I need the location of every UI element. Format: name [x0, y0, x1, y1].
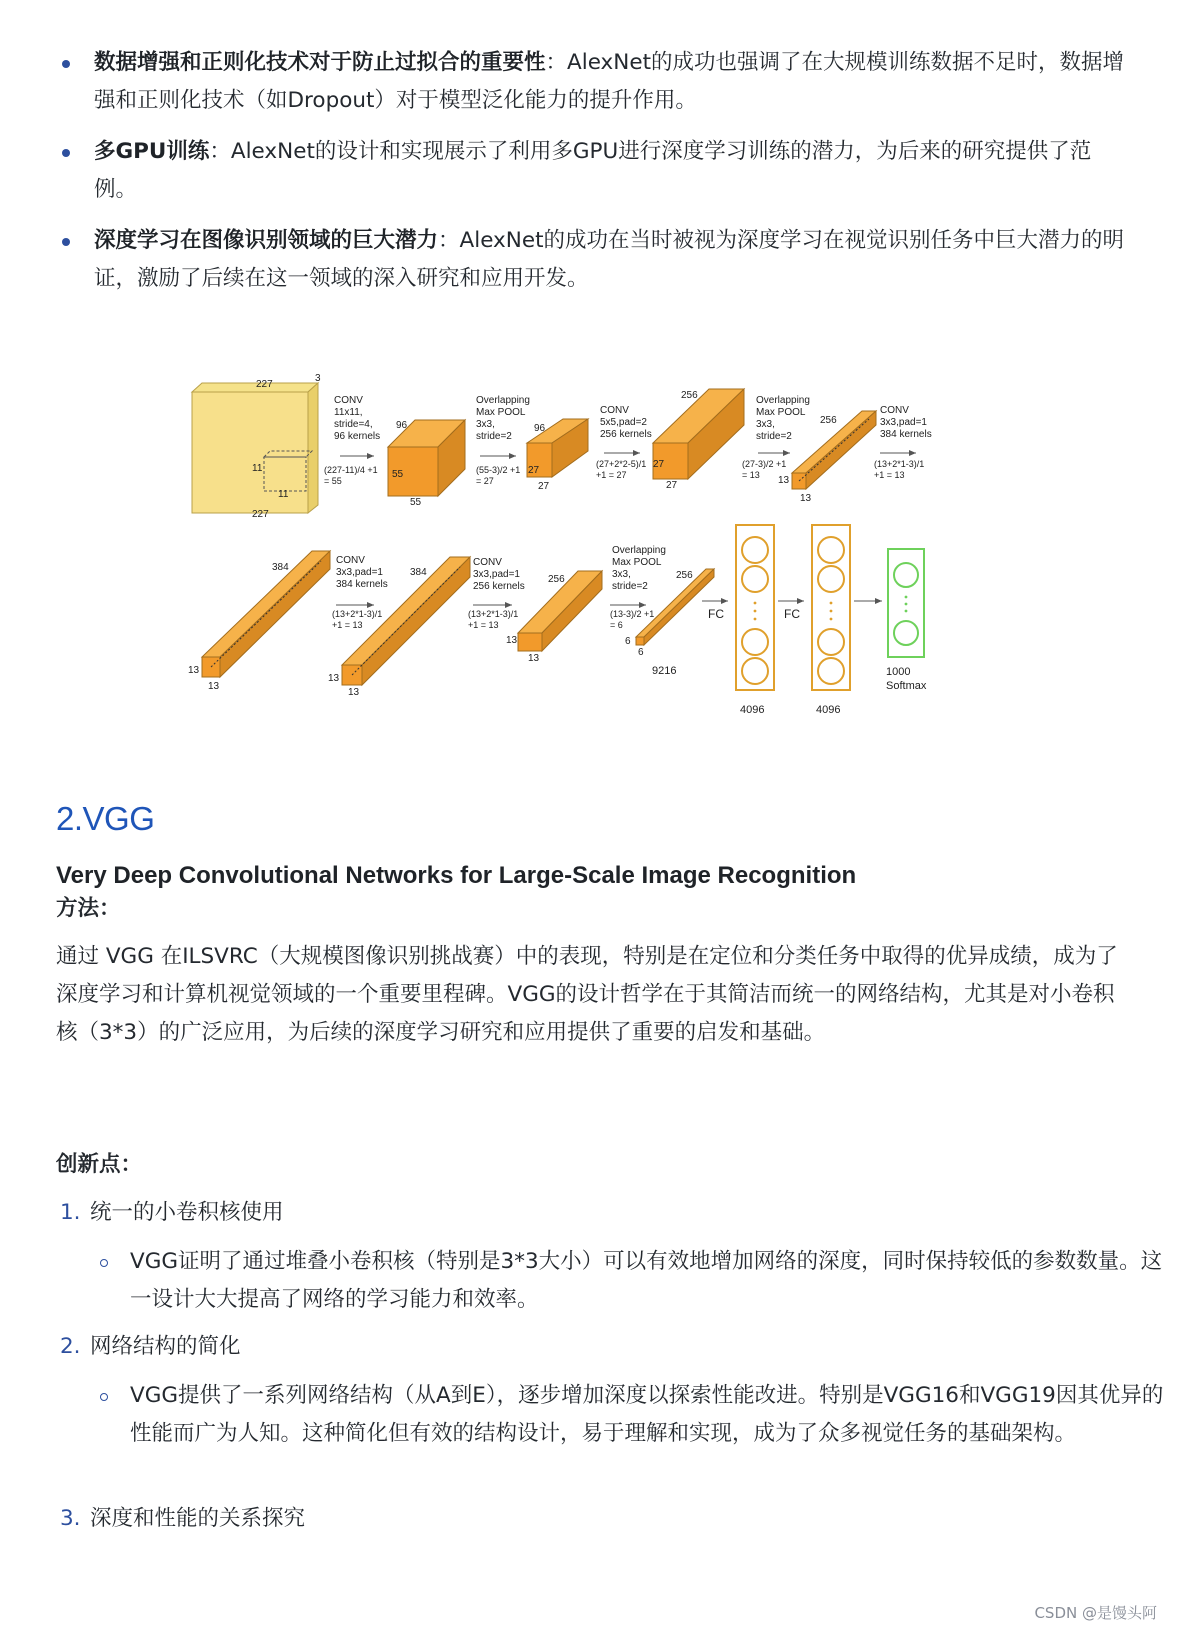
dim-label: 13 [800, 493, 812, 504]
softmax-layer [888, 549, 924, 657]
sub-bullet: VGG提供了一系列网络结构（从A到E），逐步增加深度以探索性能改进。特别是VGG16和VGG19因其优异的性能而广为人知。这种简化但有效的结构设计，易于理解和实现，成为了众多视觉任务的基础架构。 [98, 1377, 1170, 1453]
dim-label: 6 [625, 636, 631, 647]
fc1-size-label: 4096 [740, 704, 765, 716]
item-title: 统一的小卷积核使用 [90, 1200, 284, 1225]
bullet-item [58, 133, 1128, 209]
method-paragraph: 通过 VGG 在ILSVRC（大规模图像识别挑战赛）中的表现，特别是在定位和分类任务中取得的优异成绩，成为了深度学习和计算机视觉领域的一个重要里程碑。VGG的设计哲学在于其简洁而统一的网络结构，尤其是对小卷积核（3*3）的广泛应用，为后续的深度学习研究和应用提供了重要的启发和基础。 [56, 944, 1118, 1045]
dim-label: 384 [272, 562, 289, 573]
fc-label: FC [784, 607, 800, 621]
bullet-text: ：AlexNet的设计和实现展示了利用多GPU进行深度学习训练的潜力，为后来的研究提供了范例。 [94, 139, 1092, 202]
dim-label: 13 [348, 687, 360, 698]
dim-label: 27 [653, 459, 665, 470]
pool2-label: Overlapping Max POOL 3x3, stride=2 [756, 395, 810, 442]
numbered-item [60, 1328, 241, 1366]
method-label: 方法： [56, 896, 121, 921]
dim-label: 256 [681, 390, 698, 401]
input-width-label: 227 [256, 379, 273, 390]
pool3-calc: (13-3)/2 +1 = 6 [610, 609, 655, 630]
section-heading: 2.VGG [56, 800, 155, 837]
conv5-calc: (13+2*1-3)/1 +1 = 13 [468, 609, 519, 630]
conv4-calc: (13+2*1-3)/1 +1 = 13 [332, 609, 383, 630]
item-number: 2. [60, 1334, 81, 1359]
dim-label: 27 [666, 480, 678, 491]
dim-label: 256 [820, 415, 837, 426]
dim-label: 256 [676, 570, 693, 581]
dim-label: 13 [506, 635, 518, 646]
conv2-output-volume [653, 389, 744, 479]
softmax-label: 1000 Softmax [886, 666, 927, 692]
bullet-text: ：AlexNet的成功在当时被视为深度学习在视觉识别任务中巨大潜力的明证，激励了后续在这一领域的深入研究和应用开发。 [94, 228, 1125, 291]
dim-label: 13 [208, 681, 220, 692]
dim-label: 96 [396, 420, 408, 431]
item-number: 3. [60, 1506, 81, 1531]
innovation-label: 创新点： [56, 1152, 143, 1177]
conv1-output-volume [388, 420, 465, 496]
item-title: 网络结构的简化 [90, 1334, 241, 1359]
fc2-size-label: 4096 [816, 704, 841, 716]
dim-label: 13 [188, 665, 200, 676]
alexnet-architecture-diagram [188, 373, 980, 745]
dim-label: 55 [392, 469, 404, 480]
pool3-label: Overlapping Max POOL 3x3, stride=2 [612, 545, 666, 592]
item-title: 深度和性能的关系探究 [90, 1506, 306, 1531]
pool1-label: Overlapping Max POOL 3x3, stride=2 [476, 395, 530, 442]
bullet-bold: 数据增强和正则化技术对于防止过拟合的重要性 [94, 50, 546, 75]
conv3-label: CONV 3x3,pad=1 384 kernels [880, 405, 932, 440]
pool2-calc: (27-3)/2 +1 = 13 [742, 459, 787, 480]
kernel-size-label: 11 [278, 489, 289, 500]
conv3-output-volume [202, 551, 330, 677]
input-channel-label: 3 [315, 373, 321, 384]
flatten-label: 9216 [652, 665, 677, 677]
input-volume [192, 383, 318, 513]
kernel-size-label: 11 [252, 463, 263, 474]
conv5-label: CONV 3x3,pad=1 256 kernels [473, 557, 525, 592]
alexnet-contributions-list [58, 44, 1128, 311]
dim-label: 96 [534, 423, 546, 434]
watermark: CSDN @是馒头阿 [1034, 1604, 1157, 1622]
conv2-label: CONV 5x5,pad=2 256 kernels [600, 405, 652, 440]
conv2-calc: (27+2*2-5)/1 +1 = 27 [596, 459, 647, 480]
bullet-bold: 深度学习在图像识别领域的巨大潜力 [94, 228, 439, 253]
bullet-bold: 多GPU训练 [94, 139, 210, 164]
conv1-label: CONV 11x11, stride=4, 96 kernels [334, 395, 381, 442]
dim-label: 55 [410, 497, 422, 508]
fc-label: FC [708, 607, 724, 621]
dim-label: 6 [638, 647, 644, 658]
dim-label: 256 [548, 574, 565, 585]
sub-bullet: VGG证明了通过堆叠小卷积核（特别是3*3大小）可以有效地增加网络的深度，同时保持较低的参数数量。这一设计大大提高了网络的学习能力和效率。 [98, 1243, 1170, 1319]
conv3-calc: (13+2*1-3)/1 +1 = 13 [874, 459, 925, 480]
numbered-item [60, 1500, 305, 1538]
item-number: 1. [60, 1200, 81, 1225]
dim-label: 384 [410, 567, 427, 578]
input-height-label: 227 [252, 509, 269, 520]
conv1-calc: (227-11)/4 +1 = 55 [324, 465, 378, 486]
bullet-item [58, 222, 1128, 298]
dim-label: 13 [778, 475, 790, 486]
bullet-item [58, 44, 1128, 120]
paper-title: Very Deep Convolutional Networks for Large-Scale Image Recognition [56, 862, 857, 889]
fc1-layer [736, 525, 774, 690]
numbered-item [60, 1194, 284, 1232]
fc2-layer [812, 525, 850, 690]
conv4-label: CONV 3x3,pad=1 384 kernels [336, 555, 388, 590]
dim-label: 13 [328, 673, 340, 684]
dim-label: 27 [538, 481, 550, 492]
pool1-calc: (55-3)/2 +1 = 27 [476, 465, 521, 486]
dim-label: 27 [528, 465, 540, 476]
bullet-text: ：AlexNet的成功也强调了在大规模训练数据不足时，数据增强和正则化技术（如Dropout）对于模型泛化能力的提升作用。 [94, 50, 1125, 113]
dim-label: 13 [528, 653, 540, 664]
